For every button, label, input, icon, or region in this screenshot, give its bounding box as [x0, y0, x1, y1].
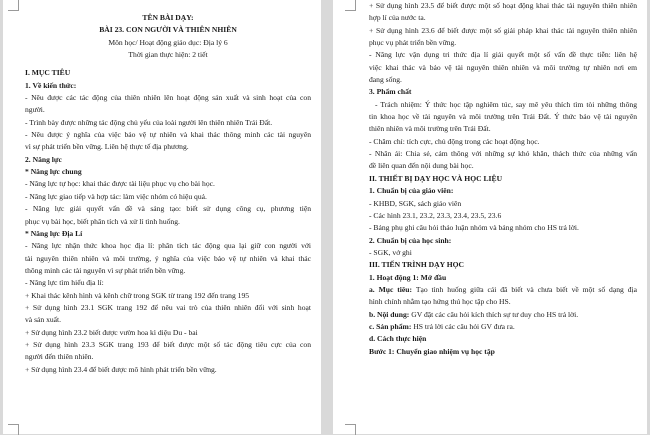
text-line: người đến thiên nhiên. — [25, 352, 94, 362]
section-heading: 2. Chuẩn bị của học sinh: — [369, 235, 452, 245]
text-line: + Sử dụng hình 23.1 SGK trang 192 để nêu vai trò của thiên nhiên đối với sinh hoạt — [25, 302, 311, 312]
crop-mark-bottom-left — [8, 424, 19, 435]
text-line: + Sử dụng hình 23.6 để biết được một số giải pháp khai thác tài nguyên thiên nhiên — [369, 25, 637, 35]
lesson-subject: Môn học/ Hoạt động giáo dục: Địa lý 6 — [108, 37, 228, 47]
text-line: b. Nội dung: GV đặt các câu hỏi kích thích sự tư duy cho HS trả lời. — [369, 309, 579, 319]
run-in-label: b. Nội dung: — [369, 309, 410, 319]
section-heading: * Năng lực chung — [25, 167, 82, 177]
text-line: và sản xuất. — [25, 315, 62, 325]
text-line: - Chăm chỉ: tích cực, chủ động trong các hoạt động học. — [369, 136, 540, 146]
text-line: + Sử dụng hình 23.3 SGK trang 193 để biết được một số tác động tiêu cực của con — [25, 339, 311, 349]
text-line: - Trách nhiệm: Ý thức học tập nghiêm túc, say mê yêu thích tìm tòi những thông — [375, 99, 637, 109]
left-page-body — [25, 61, 311, 376]
text-line: a. Mục tiêu: Tạo tình huống giữa cái đã biết và chưa biết về một số dạng địa — [369, 284, 637, 294]
text-line: việc khai thác và bảo vệ tài nguyên thiên nhiên và môi trường tự nhiên nơi em — [369, 62, 637, 72]
text-line: + Khai thác kênh hình và kênh chữ trong SGK từ trang 192 đến trang 195 — [25, 290, 250, 300]
text-line: - KHBD, SGK, sách giáo viên — [369, 198, 462, 208]
section-heading: 2. Năng lực — [25, 154, 62, 164]
text-line: - Nêu được các tác động của thiên nhiên lên hoạt động sản xuất và sinh hoạt của con — [25, 93, 311, 103]
text-line: - Trình bày được những tác động chủ yếu của loài người lên thiên nhiên Trái Đất. — [25, 117, 273, 127]
document-page-right — [333, 0, 647, 434]
document-page-left — [3, 0, 321, 434]
section-heading: d. Cách thực hiện — [369, 334, 427, 344]
text-line: tin khoa học về tài nguyên và môi trường trên Trái Đất. Ý thức bảo vệ tài nguyên — [369, 112, 637, 122]
text-line: + Sử dụng hình 23.5 để biết được một số hoạt động khai thác tài nguyên thiên nhiên — [369, 1, 637, 10]
lesson-title-label: TÊN BÀI DẠY: — [142, 13, 194, 22]
text-line: người. — [25, 105, 45, 115]
text-line: + Sử dụng hình 23.4 để biết được mô hình phát triển bền vững. — [25, 364, 217, 374]
run-in-label: c. Sản phẩm: — [369, 321, 412, 331]
text-line: đang sống. — [369, 75, 402, 85]
text-line: - Các hình 23.1, 23.2, 23.3, 23.4, 23.5, 23.6 — [369, 210, 502, 220]
section-heading: III. TIẾN TRÌNH DẠY HỌC — [369, 260, 465, 270]
text-line: - Nhân ái: Chia sẻ, cảm thông với những sự khó khăn, thách thức của những vấn — [369, 149, 637, 159]
crop-mark-bottom-right — [345, 424, 356, 435]
section-heading: I. MỤC TIÊU — [25, 68, 71, 78]
text-line: - Năng lực vận dụng tri thức địa lí giải quyết một số vấn đề thực tiễn: liên hệ — [369, 50, 637, 60]
section-heading: II. THIẾT BỊ DẠY HỌC VÀ HỌC LIỆU — [369, 173, 503, 183]
text-line: phục vụ phát triển bền vững. — [369, 38, 457, 48]
text-line: - Năng lực nhận thức khoa học địa lí: phân tích tác động qua lại giữ con người với — [25, 241, 311, 251]
text-line: hình chính nhằm tạo hứng thú học tập cho HS. — [369, 297, 511, 307]
text-line: - SGK, vở ghi — [369, 247, 412, 257]
section-heading: 3. Phẩm chất — [369, 87, 412, 97]
run-in-label: a. Mục tiêu: — [369, 284, 413, 294]
text-line: phục vụ bài học, biết phân tích và xử lí tình huống. — [25, 216, 180, 226]
text-line: c. Sản phẩm: HS trả lời các câu hỏi GV đưa ra. — [369, 321, 515, 331]
lesson-duration: Thời gian thực hiện: 2 tiết — [128, 50, 208, 60]
text-line: - Bảng phụ ghi câu hỏi thảo luận nhóm và bảng nhóm cho HS trả lời. — [369, 223, 579, 233]
lesson-name: BÀI 23. CON NGƯỜI VÀ THIÊN NHIÊN — [99, 25, 237, 35]
crop-mark-top-right — [345, 0, 356, 11]
text-line: tài nguyên thiên nhiên và môi trường, ý nghĩa của việc bảo vệ tự nhiên và khai thác — [25, 253, 311, 263]
text-line: - Năng lực tự học: khai thác được tài liệu phục vụ cho bài học. — [25, 179, 215, 189]
text-line: hợp lí của nước ta. — [369, 13, 426, 23]
text-line: - Nêu được ý nghĩa của việc bảo vệ tự nhiên và khai thác thông minh các tài nguyên — [25, 130, 311, 140]
text-line: vì sự phát triển bền vững. Liên hệ thực tế địa phương. — [25, 142, 189, 152]
text-line: thiên nhiên và môi trường trên Trái Đất. — [369, 124, 491, 134]
text-line: + Sử dụng hình 23.2 biết được vườn hoa kì diệu Du - bai — [25, 327, 198, 337]
text-line: đề liên quan đến nội dung bài học. — [369, 161, 474, 171]
text-line: thông minh các tài nguyên vì sự phát triển bền vững. — [25, 265, 186, 275]
text-line: - Năng lực giao tiếp và hợp tác: làm việc nhóm có hiệu quả. — [25, 191, 207, 201]
section-heading: 1. Chuẩn bị của giáo viên: — [369, 186, 454, 196]
right-page-body — [369, 0, 637, 358]
text-line: - Năng lực giải quyết vấn đề và sáng tạo: biết sử dụng công cụ, phương tiện — [25, 204, 311, 214]
section-heading: 1. Hoạt động 1: Mở đầu — [369, 272, 447, 282]
crop-mark-top-left — [8, 0, 19, 11]
section-heading: Bước 1: Chuyển giao nhiệm vụ học tập — [369, 346, 495, 356]
section-heading: 1. Về kiến thức: — [25, 80, 77, 90]
text-line: - Năng lực tìm hiểu địa lí: — [25, 278, 104, 288]
section-heading: * Năng lực Địa Lí — [25, 228, 83, 238]
